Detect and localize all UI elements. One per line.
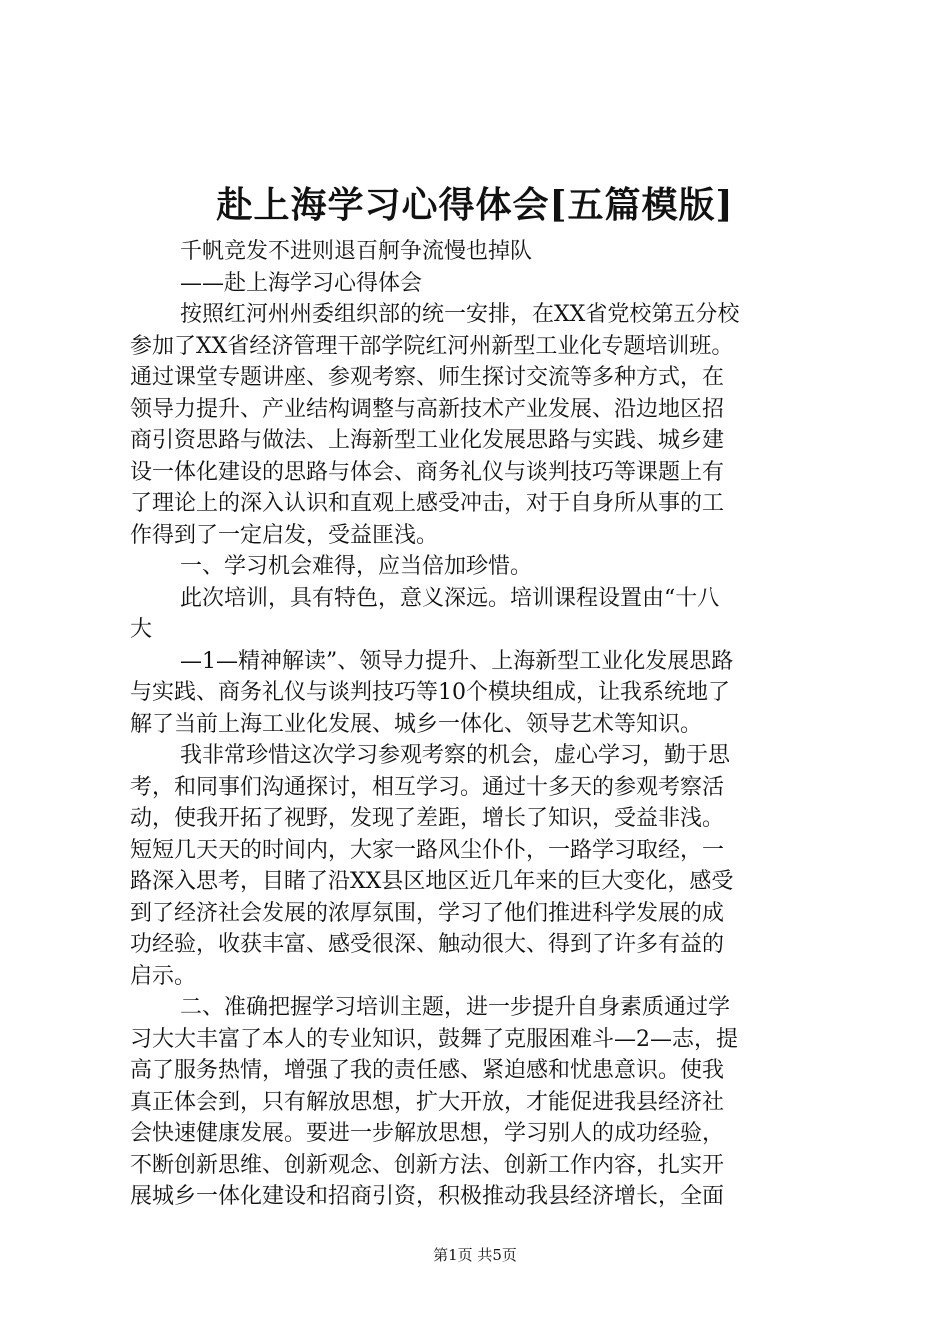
text-line: 大 (130, 617, 153, 642)
text-line: 作得到了一定启发，受益匪浅。 (130, 522, 439, 548)
page-footer: 第1页 共5页 (433, 1246, 517, 1264)
text-line: 短短几天天的时间内，大家一路风尘仆仆，一路学习取经，一 (130, 837, 725, 863)
document-body (130, 236, 830, 1213)
text-line: 解了当前上海工业化发展、城乡一体化、领导艺术等知识。 (130, 711, 703, 737)
text-line: 到了经济社会发展的浓厚氛围，学习了他们推进科学发展的成 (130, 900, 725, 926)
subtitle-line: ——赴上海学习心得体会 (180, 270, 423, 296)
text-line: 此次培训，具有特色，意义深远。培训课程设置由“十八 (180, 585, 720, 611)
text-line: 不断创新思维、创新观念、创新方法、创新工作内容，扎实开 (130, 1152, 725, 1178)
text-line: 通过课堂专题讲座、参观考察、师生探讨交流等多种方式，在 (130, 365, 725, 390)
text-line: 商引资思路与做法、上海新型工业化发展思路与实践、城乡建 (130, 428, 725, 453)
text-line: 参加了XX省经济管理干部学院红河州新型工业化专题培训班。 (130, 333, 734, 359)
text-line: 真正体会到，只有解放思想，扩大开放，才能促进我县经济社 (130, 1089, 725, 1115)
document-title: 赴上海学习心得体会[五篇模版] (216, 184, 734, 226)
subtitle-line: 千帆竞发不进则退百舸争流慢也掉队 (180, 239, 533, 264)
text-line: 我非常珍惜这次学习参观考察的机会，虚心学习，勤于思 (180, 743, 731, 768)
section-heading: 一、学习机会难得，应当倍加珍惜。 (180, 554, 533, 579)
text-line: 功经验，收获丰富、感受很深、触动很大、得到了许多有益的 (130, 932, 725, 957)
text-line: 习大大丰富了本人的专业知识，鼓舞了克服困难斗—2—志，提 (130, 1026, 738, 1052)
text-line: —1—精神解读”、领导力提升、上海新型工业化发展思路 (180, 648, 734, 674)
text-line: 与实践、商务礼仪与谈判技巧等10个模块组成，让我系统地了 (130, 680, 730, 705)
text-line: 领导力提升、产业结构调整与高新技术产业发展、沿边地区招 (130, 396, 725, 422)
text-line: 路深入思考，目睹了沿XX县区地区近几年来的巨大变化，感受 (130, 869, 734, 894)
text-line: 动，使我开拓了视野，发现了差距，增长了知识，受益非浅。 (130, 806, 725, 831)
text-line: 设一体化建设的思路与体会、商务礼仪与谈判技巧等课题上有 (130, 459, 725, 485)
text-line: 会快速健康发展。要进一步解放思想，学习别人的成功经验， (130, 1121, 725, 1146)
text-line: 按照红河州州委组织部的统一安排，在XX省党校第五分校 (180, 302, 740, 327)
text-line: 高了服务热情，增强了我的责任感、紧迫感和忧患意识。使我 (130, 1058, 725, 1083)
text-line: 展城乡一体化建设和招商引资，积极推动我县经济增长，全面 (130, 1184, 725, 1209)
text-line: 了理论上的深入认识和直观上感受冲击，对于自身所从事的工 (130, 491, 725, 516)
section-heading: 二、准确把握学习培训主题，进一步提升自身素质通过学 (180, 995, 731, 1020)
text-line: 启示。 (130, 963, 197, 989)
text-line: 考，和同事们沟通探讨，相互学习。通过十多天的参观考察活 (130, 774, 725, 800)
